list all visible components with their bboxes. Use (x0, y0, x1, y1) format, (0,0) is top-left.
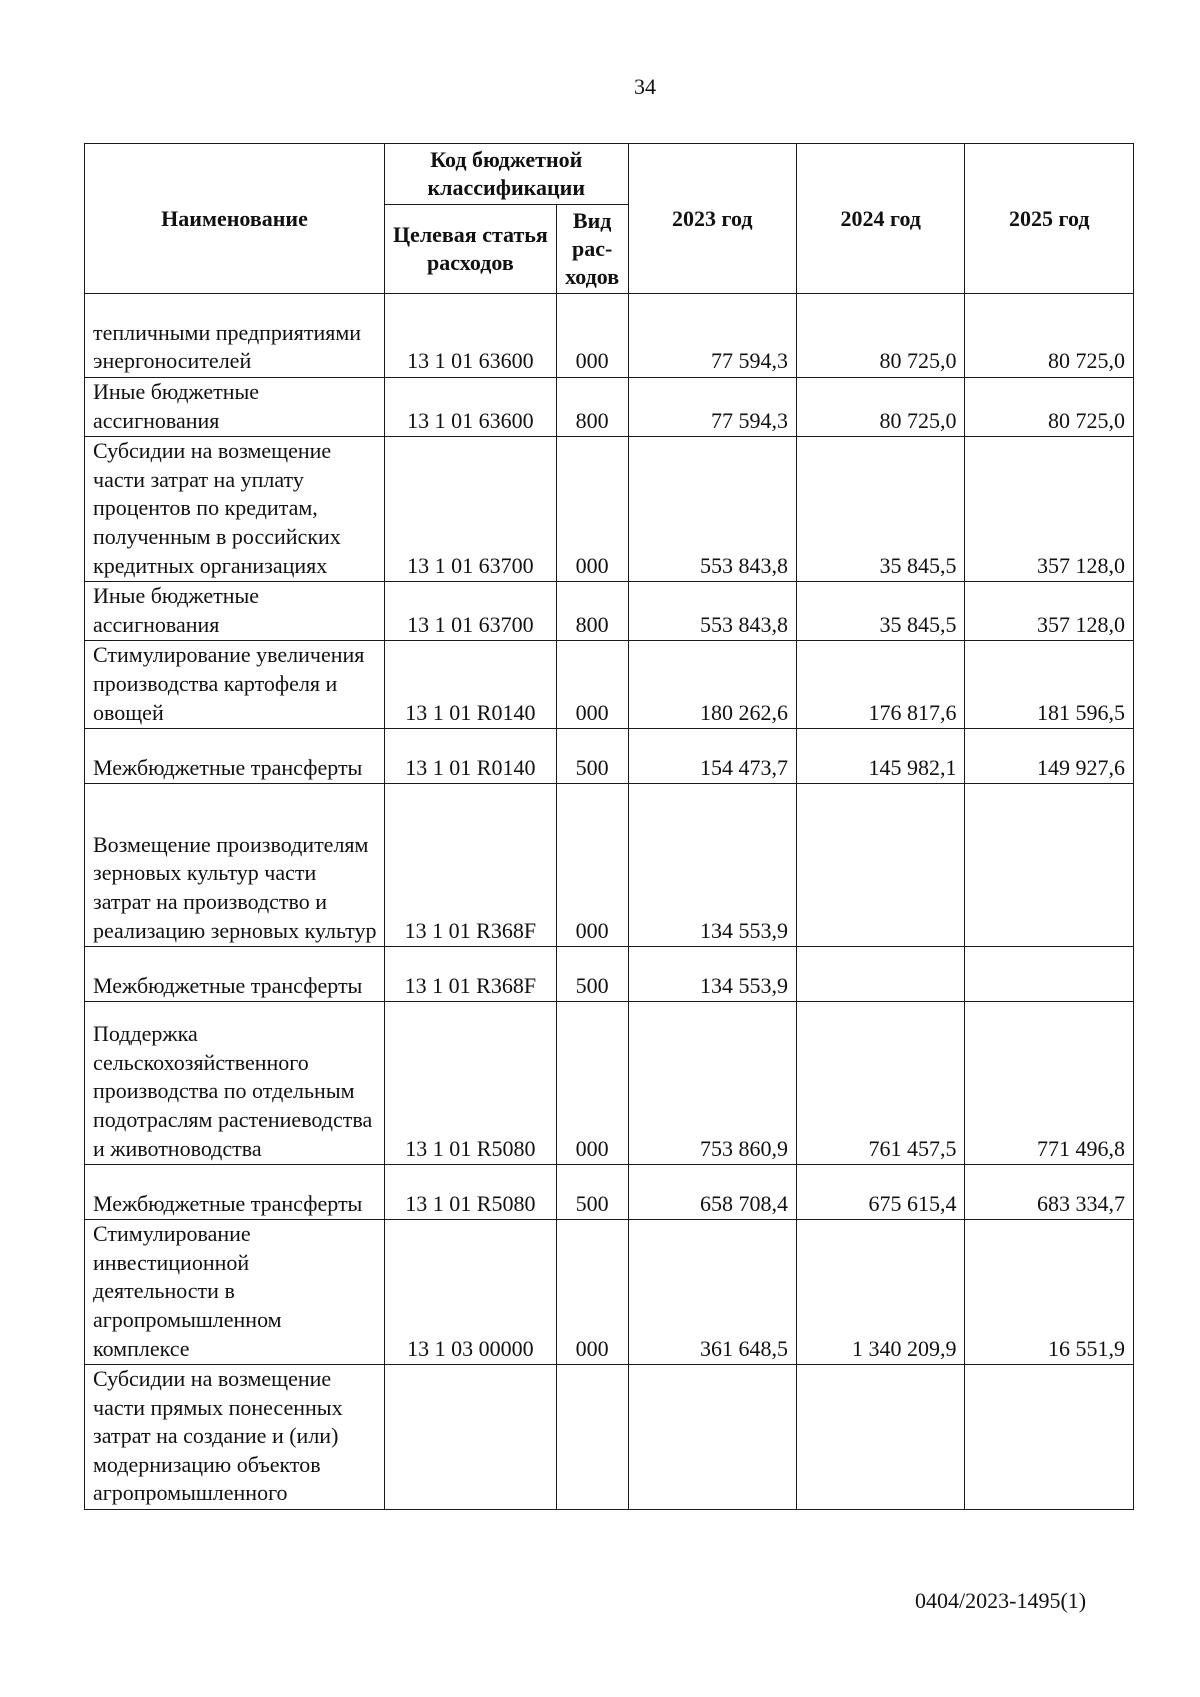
row-2024-value-cell (796, 947, 964, 1002)
row-2023-value-cell: 753 860,9 (628, 1002, 796, 1165)
row-target-code-cell: 13 1 01 R0140 (385, 729, 557, 784)
budget-table (84, 143, 1134, 1510)
row-target-code-cell: 13 1 01 R5080 (385, 1002, 557, 1165)
row-2025-value-cell: 683 334,7 (965, 1165, 1134, 1220)
row-name-cell: Стимулирование инвестиционной деятельности в агропромышленном комплексе (85, 1220, 385, 1365)
row-expense-type-cell: 000 (556, 294, 628, 378)
row-target-code-cell: 13 1 01 R368F (385, 784, 557, 947)
header-target-article: Целевая статья расходов (385, 205, 557, 294)
table-row (85, 1165, 1134, 1220)
row-name-cell: Межбюджетные трансферты (85, 947, 385, 1002)
row-2023-value-cell: 658 708,4 (628, 1165, 796, 1220)
row-expense-type-cell: 000 (556, 437, 628, 582)
row-2024-value-cell (796, 784, 964, 947)
row-name-cell: Иные бюджетные ассигнования (85, 582, 385, 641)
row-expense-type-cell: 500 (556, 947, 628, 1002)
table-row (85, 1002, 1134, 1165)
document-registration-code: 0404/2023-1495(1) (915, 1588, 1087, 1613)
row-2025-value-cell: 149 927,6 (965, 729, 1134, 784)
row-2023-value-cell: 361 648,5 (628, 1220, 796, 1365)
row-2024-value-cell: 80 725,0 (796, 378, 964, 437)
row-2024-value-cell: 176 817,6 (796, 641, 964, 729)
table-row (85, 582, 1134, 641)
row-name-cell: Возмещение производителям зерновых культур части затрат на производство и реализацию зерновых культур (85, 784, 385, 947)
row-name-cell: Субсидии на возмещение части прямых понесенных затрат на создание и (или) модернизацию объектов агропромышленного (85, 1365, 385, 1510)
table-header (85, 144, 1134, 294)
row-2024-value-cell: 1 340 209,9 (796, 1220, 964, 1365)
row-target-code-cell: 13 1 01 R5080 (385, 1165, 557, 1220)
row-target-code-cell: 13 1 03 00000 (385, 1220, 557, 1365)
row-2023-value-cell: 134 553,9 (628, 784, 796, 947)
row-2023-value-cell: 77 594,3 (628, 378, 796, 437)
row-2025-value-cell: 357 128,0 (965, 437, 1134, 582)
table-row (85, 294, 1134, 378)
row-expense-type-cell: 000 (556, 641, 628, 729)
header-2023: 2023 год (628, 144, 796, 294)
row-expense-type-cell: 800 (556, 582, 628, 641)
row-2025-value-cell: 357 128,0 (965, 582, 1134, 641)
row-2025-value-cell (965, 1365, 1134, 1510)
row-name-cell: Межбюджетные трансферты (85, 1165, 385, 1220)
row-target-code-cell: 13 1 01 63700 (385, 437, 557, 582)
row-2025-value-cell: 80 725,0 (965, 378, 1134, 437)
row-name-cell: Межбюджетные трансферты (85, 729, 385, 784)
row-2023-value-cell (628, 1365, 796, 1510)
row-2025-value-cell (965, 784, 1134, 947)
row-expense-type-cell (556, 1365, 628, 1510)
row-name-cell: Иные бюджетные ассигнования (85, 378, 385, 437)
row-expense-type-cell: 000 (556, 1220, 628, 1365)
row-target-code-cell: 13 1 01 R368F (385, 947, 557, 1002)
row-target-code-cell: 13 1 01 R0140 (385, 641, 557, 729)
row-expense-type-cell: 000 (556, 1002, 628, 1165)
table-row (85, 784, 1134, 947)
row-2023-value-cell: 553 843,8 (628, 437, 796, 582)
row-name-cell: Стимулирование увеличения производства картофеля и овощей (85, 641, 385, 729)
table-row (85, 641, 1134, 729)
table-row (85, 378, 1134, 437)
header-2025: 2025 год (965, 144, 1134, 294)
row-expense-type-cell: 500 (556, 729, 628, 784)
table-row (85, 1365, 1134, 1510)
row-name-cell: Субсидии на возмещение части затрат на уплату процентов по кредитам, полученным в российских кредитных организациях (85, 437, 385, 582)
row-2025-value-cell: 16 551,9 (965, 1220, 1134, 1365)
row-2025-value-cell: 771 496,8 (965, 1002, 1134, 1165)
header-2024: 2024 год (796, 144, 964, 294)
row-name-cell: тепличными предприятиями энергоносителей (85, 294, 385, 378)
row-2023-value-cell: 180 262,6 (628, 641, 796, 729)
header-code-group: Код бюджетной классификации (385, 144, 628, 205)
row-2024-value-cell: 35 845,5 (796, 437, 964, 582)
table-row (85, 437, 1134, 582)
row-2024-value-cell: 675 615,4 (796, 1165, 964, 1220)
row-expense-type-cell: 000 (556, 784, 628, 947)
table-row (85, 947, 1134, 1002)
row-2025-value-cell: 181 596,5 (965, 641, 1134, 729)
table-row (85, 1220, 1134, 1365)
row-2025-value-cell: 80 725,0 (965, 294, 1134, 378)
row-2023-value-cell: 553 843,8 (628, 582, 796, 641)
row-2024-value-cell (796, 1365, 964, 1510)
row-2023-value-cell: 77 594,3 (628, 294, 796, 378)
row-target-code-cell: 13 1 01 63600 (385, 294, 557, 378)
page-number: 34 (634, 74, 656, 99)
row-expense-type-cell: 800 (556, 378, 628, 437)
row-target-code-cell: 13 1 01 63700 (385, 582, 557, 641)
header-expense-type: Вид рас-ходов (556, 205, 628, 294)
header-name: Наименование (85, 144, 385, 294)
row-2023-value-cell: 134 553,9 (628, 947, 796, 1002)
row-expense-type-cell: 500 (556, 1165, 628, 1220)
row-target-code-cell (385, 1365, 557, 1510)
row-2024-value-cell: 35 845,5 (796, 582, 964, 641)
table-row (85, 729, 1134, 784)
row-target-code-cell: 13 1 01 63600 (385, 378, 557, 437)
row-2024-value-cell: 145 982,1 (796, 729, 964, 784)
row-2024-value-cell: 761 457,5 (796, 1002, 964, 1165)
row-2025-value-cell (965, 947, 1134, 1002)
row-2023-value-cell: 154 473,7 (628, 729, 796, 784)
row-name-cell: Поддержка сельскохозяйственного производства по отдельным подотраслям растениеводства и животноводства (85, 1002, 385, 1165)
table-body (85, 294, 1134, 1510)
row-2024-value-cell: 80 725,0 (796, 294, 964, 378)
